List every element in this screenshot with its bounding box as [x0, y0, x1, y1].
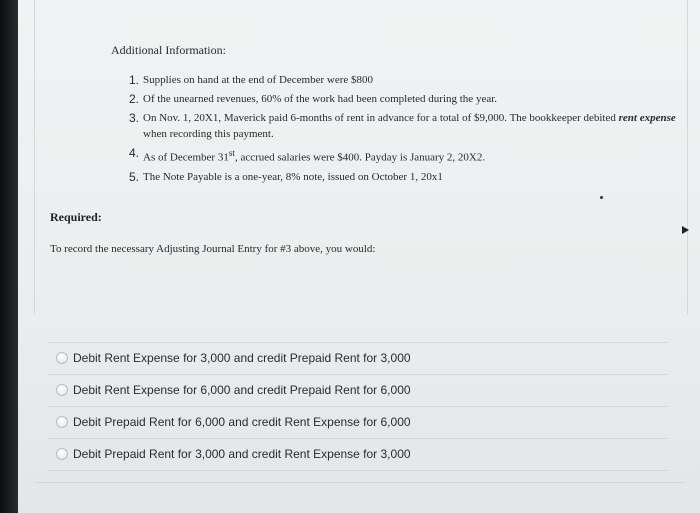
- option-label[interactable]: Debit Rent Expense for 6,000 and credit Prepaid Rent for 6,000: [73, 383, 411, 397]
- item-emphasis: rent expense: [618, 112, 676, 124]
- ordinal-suffix: st: [228, 148, 235, 158]
- answer-options: [48, 342, 668, 471]
- item-text: Of the unearned revenues, 60% of the work had been completed during the year.: [143, 93, 498, 105]
- required-label: Required:: [50, 210, 102, 224]
- info-item-1: [129, 72, 689, 88]
- radio-button-icon[interactable]: [56, 352, 68, 364]
- option-label[interactable]: Debit Prepaid Rent for 6,000 and credit Rent Expense for 6,000: [73, 415, 411, 429]
- item-number: 5.: [129, 169, 140, 184]
- item-text: As of December 31: [143, 151, 229, 164]
- radio-button-icon[interactable]: [56, 448, 68, 460]
- radio-button-icon[interactable]: [56, 416, 68, 428]
- quiz-page: [18, 0, 700, 513]
- info-item-5: [129, 169, 689, 185]
- item-text: On Nov. 1, 20X1, Maverick paid 6-months of rent in advance for a total of $9,000. The bookkeeper debited: [143, 112, 616, 124]
- option-label[interactable]: Debit Rent Expense for 3,000 and credit Prepaid Rent for 3,000: [73, 351, 411, 365]
- item-text-end: when recording this payment.: [143, 128, 274, 140]
- item-number: 1.: [129, 73, 140, 87]
- info-item-3: [129, 110, 689, 142]
- info-item-4: [129, 145, 689, 166]
- screen-bezel: [0, 0, 18, 513]
- info-list: [129, 72, 689, 188]
- answer-option-2[interactable]: [48, 374, 668, 406]
- question-text: To record the necessary Adjusting Journal Entry for #3 above, you would:: [50, 243, 376, 255]
- item-text: The Note Payable is a one-year, 8% note, issued on October 1, 20x1: [143, 170, 443, 183]
- item-number: 4.: [129, 146, 140, 160]
- answer-option-1[interactable]: [48, 342, 668, 374]
- additional-info-panel: [34, 0, 688, 314]
- info-heading: Additional Information:: [111, 43, 226, 57]
- item-number: 2.: [129, 92, 140, 106]
- radio-button-icon[interactable]: [56, 384, 68, 396]
- divider: [34, 482, 686, 483]
- item-text: Supplies on hand at the end of December were $800: [143, 74, 374, 86]
- answer-option-3[interactable]: [48, 406, 668, 438]
- item-number: 3.: [129, 111, 140, 125]
- item-text-end: , accrued salaries were $400. Payday is January 2, 20X2.: [234, 151, 486, 164]
- option-label[interactable]: Debit Prepaid Rent for 3,000 and credit Rent Expense for 3,000: [73, 447, 411, 461]
- info-item-2: [129, 91, 689, 107]
- stray-dot: [600, 196, 603, 199]
- answer-option-4[interactable]: [48, 438, 668, 471]
- mouse-cursor-icon: [682, 226, 689, 234]
